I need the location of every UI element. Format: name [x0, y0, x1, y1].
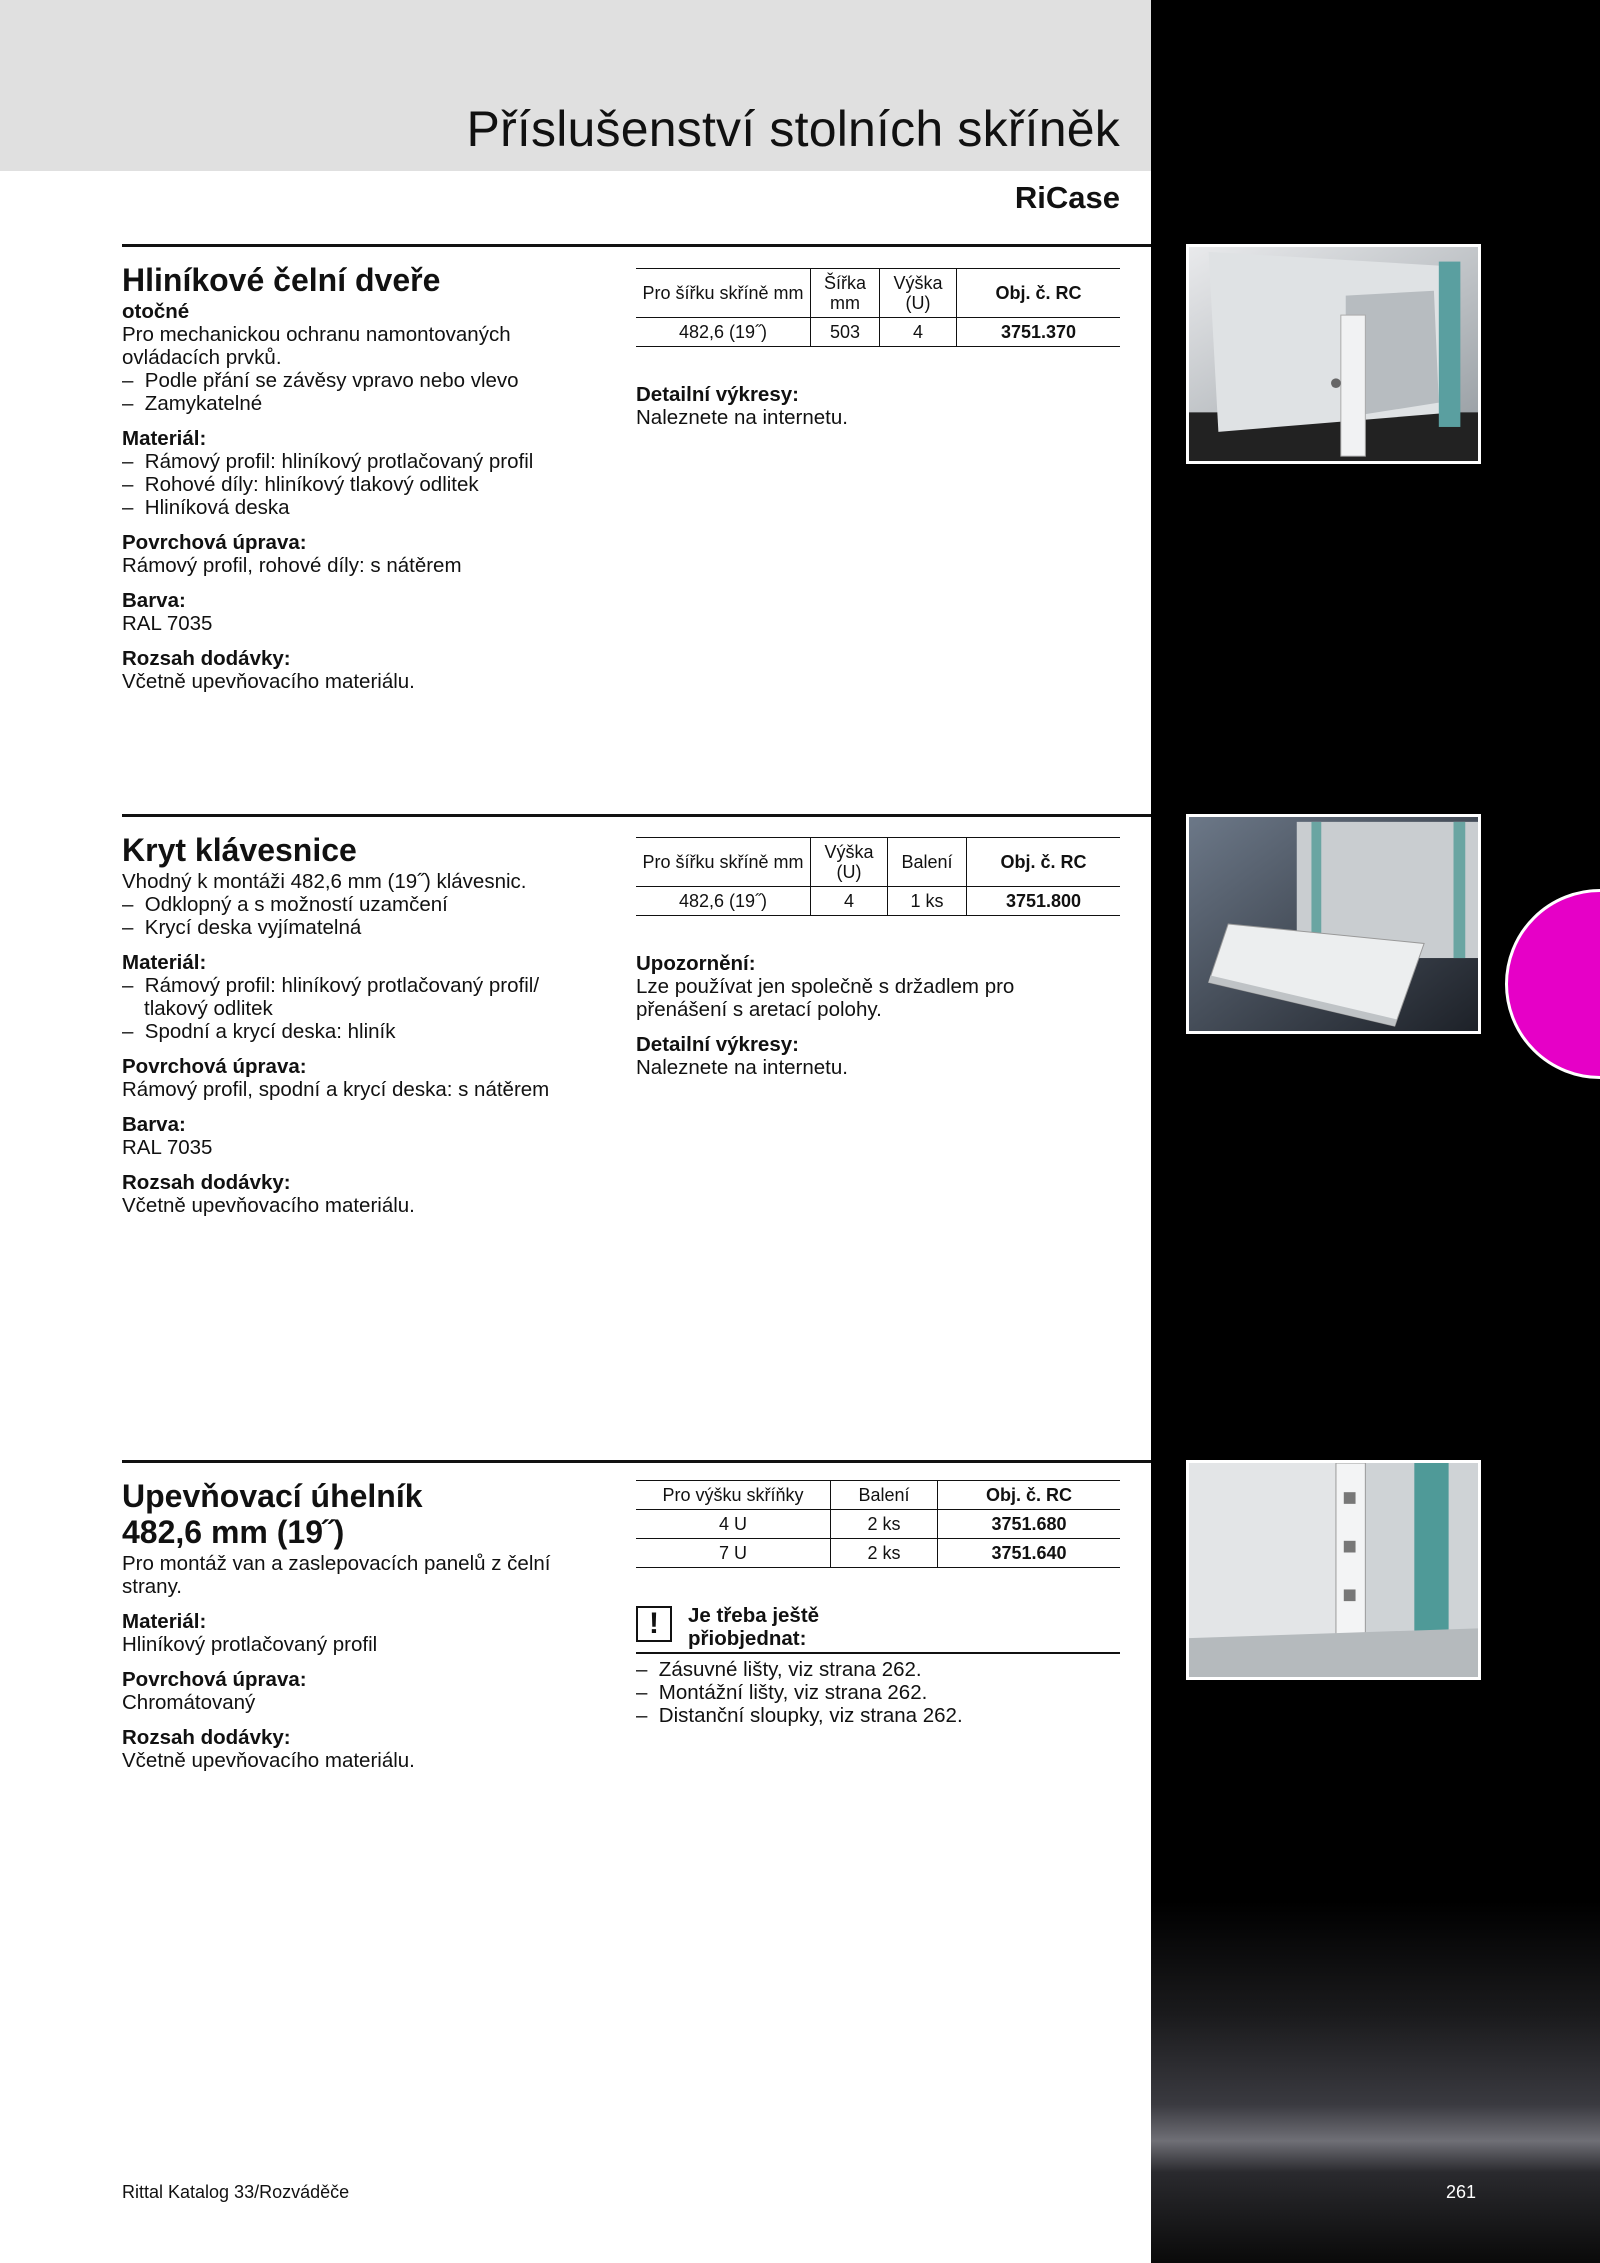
delivery-text: Včetně upevňovacího materiálu.	[122, 670, 415, 693]
delivery-text: Včetně upevňovacího materiálu.	[122, 1194, 415, 1217]
list-item: – Rámový profil: hliníkový protlačovaný profil	[122, 450, 582, 473]
note-label: Upozornění:	[636, 952, 756, 975]
product-photo-keyboard-cover	[1186, 814, 1481, 1034]
delivery-text: Včetně upevňovacího materiálu.	[122, 1749, 415, 1772]
product-photo-front-door	[1186, 244, 1481, 464]
order-number: 3751.800	[967, 887, 1121, 916]
delivery-label: Rozsah dodávky:	[122, 1171, 291, 1194]
surface-label: Povrchová úprava:	[122, 531, 307, 554]
drawings-text: Naleznete na internetu.	[636, 1056, 848, 1079]
section-keyboard-cover	[122, 832, 582, 1217]
section-mounting-angle-details	[636, 1480, 1120, 1727]
table-cell: 4	[880, 318, 957, 347]
note-text: Lze používat jen společně s držadlem pro přenášení s aretací polohy.	[636, 975, 1015, 1021]
delivery-label: Rozsah dodávky:	[122, 647, 291, 670]
list-item: – Montážní lišty, viz strana 262.	[636, 1681, 1120, 1704]
order-number: 3751.640	[938, 1539, 1121, 1568]
list-item: – Spodní a krycí deska: hliník	[122, 1020, 582, 1043]
drawings-label: Detailní výkresy:	[636, 383, 799, 406]
drawings-text: Naleznete na internetu.	[636, 406, 848, 429]
list-item: – Distanční sloupky, viz strana 262.	[636, 1704, 1120, 1727]
list-item: – Podle přání se závěsy vpravo nebo vlevo	[122, 369, 582, 392]
section-keyboard-cover-details	[636, 837, 1120, 1079]
material-label: Materiál:	[122, 1610, 207, 1633]
list-item: – Krycí deska vyjímatelná	[122, 916, 582, 939]
page-number: 261	[1446, 2182, 1477, 2202]
column-header: Obj. č. RC	[957, 269, 1121, 318]
table-row	[636, 318, 1120, 347]
footer-catalog: Rittal Katalog 33/Rozváděče	[122, 2182, 350, 2202]
list-item: – Odklopný a s možností uzamčení	[122, 893, 582, 916]
brand-name: RiCase	[1014, 180, 1120, 215]
column-header: Obj. č. RC	[938, 1481, 1121, 1510]
material-text: Hliníkový protlačovaný profil	[122, 1633, 378, 1656]
section-subtitle: otočné	[122, 300, 190, 323]
column-header: Balení	[831, 1481, 938, 1510]
column-header: Šířka mm	[811, 269, 880, 318]
section-title: Kryt klávesnice	[122, 832, 357, 868]
material-label: Materiál:	[122, 951, 207, 974]
product-photo-mounting-angle	[1186, 1460, 1481, 1680]
color-text: RAL 7035	[122, 612, 213, 635]
color-text: RAL 7035	[122, 1136, 213, 1159]
order-also-label: Je třeba ještě	[688, 1604, 820, 1627]
table-cell: 503	[811, 318, 880, 347]
order-number: 3751.370	[957, 318, 1121, 347]
intro-text: Vhodný k montáži 482,6 mm (19˝) klávesnic.	[122, 870, 527, 893]
section-front-door-details	[636, 268, 1120, 429]
order-also-box	[636, 1604, 1120, 1654]
table-cell: 2 ks	[831, 1539, 938, 1568]
column-header: Výška (U)	[811, 838, 888, 887]
section-title: Hliníkové čelní dveře	[122, 262, 441, 298]
section-divider	[122, 244, 1151, 247]
surface-text: Rámový profil, rohové díly: s nátěrem	[122, 554, 462, 577]
material-label: Materiál:	[122, 427, 207, 450]
page-title: Příslušenství stolních skříněk	[466, 101, 1120, 157]
column-header: Pro šířku skříně mm	[636, 838, 811, 887]
column-header: Pro šířku skříně mm	[636, 269, 811, 318]
table-row	[636, 1539, 1120, 1568]
section-divider	[122, 1460, 1151, 1463]
column-header: Balení	[888, 838, 967, 887]
column-header: Obj. č. RC	[967, 838, 1121, 887]
table-row	[636, 1510, 1120, 1539]
color-label: Barva:	[122, 589, 186, 612]
spec-table	[636, 837, 1120, 916]
table-cell: 2 ks	[831, 1510, 938, 1539]
spec-table	[636, 1480, 1120, 1568]
column-header: Výška (U)	[880, 269, 957, 318]
surface-text: Chromátovaný	[122, 1691, 256, 1714]
list-item: – Zásuvné lišty, viz strana 262.	[636, 1658, 1120, 1681]
section-front-door	[122, 262, 582, 693]
section-title: Upevňovací úhelník	[122, 1478, 423, 1514]
section-divider	[122, 814, 1151, 817]
intro-text: Pro montáž van a zaslepovacích panelů z čelní strany.	[122, 1552, 551, 1598]
delivery-label: Rozsah dodávky:	[122, 1726, 291, 1749]
list-item: – Zamykatelné	[122, 392, 582, 415]
table-cell: 482,6 (19˝)	[636, 887, 811, 916]
order-number: 3751.680	[938, 1510, 1121, 1539]
table-cell: 4	[811, 887, 888, 916]
table-cell: 4 U	[636, 1510, 831, 1539]
intro-text: Pro mechanickou ochranu namontovaných ovládacích prvků.	[122, 323, 511, 369]
list-item: – Hliníková deska	[122, 496, 582, 519]
table-cell: 1 ks	[888, 887, 967, 916]
surface-label: Povrchová úprava:	[122, 1055, 307, 1078]
section-mounting-angle	[122, 1478, 582, 1772]
list-item: – Rámový profil: hliníkový protlačovaný profil/ tlakový odlitek	[122, 974, 584, 1020]
surface-label: Povrchová úprava:	[122, 1668, 307, 1691]
order-also-label-line2: přiobjednat:	[688, 1627, 807, 1650]
spec-table	[636, 268, 1120, 347]
table-cell: 482,6 (19˝)	[636, 318, 811, 347]
surface-text: Rámový profil, spodní a krycí deska: s nátěrem	[122, 1078, 550, 1101]
exclamation-icon: !	[636, 1606, 672, 1642]
drawings-label: Detailní výkresy:	[636, 1033, 799, 1056]
section-title-line2: 482,6 mm (19˝)	[122, 1514, 345, 1550]
table-cell: 7 U	[636, 1539, 831, 1568]
table-row	[636, 887, 1120, 916]
color-label: Barva:	[122, 1113, 186, 1136]
column-header: Pro výšku skříňky	[636, 1481, 831, 1510]
list-item: – Rohové díly: hliníkový tlakový odlitek	[122, 473, 582, 496]
